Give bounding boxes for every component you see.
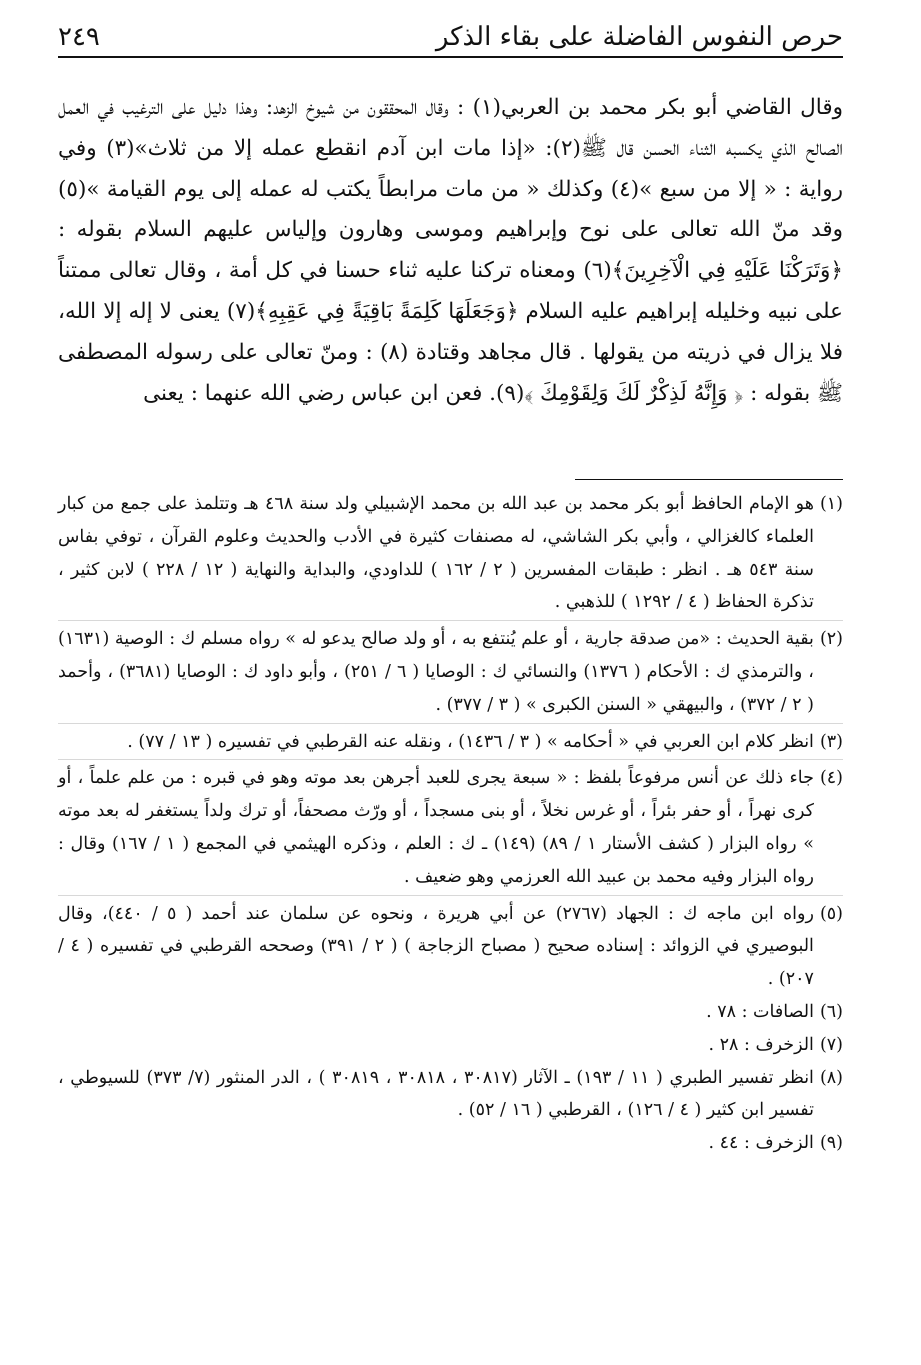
footnotes <box>58 488 843 1160</box>
footnote-number: (٦) <box>819 1001 843 1022</box>
footnote-divider <box>58 723 843 724</box>
footnote-text: جاء ذلك عن أنس مرفوعاً بلفظ : « سبعة يجرى للعبد أجرهن بعد موته وهو في قبره : من علم علماً ، أو كرى نهراً ، أو حفر بئراً ، أو غرس نخلاً ، أو بنى مسجداً ، أو ورّث مصحفاً، أو ترك ولداً يستغفر له بعد موته » رواه البزار ( كشف الأستار ١ / ٨٩) (١٤٩) ـ ك : العلم ، وذكره الهيثمي في المجمع ( ١ / ١٦٧) وقال : رواه البزار وفيه محمد بن عبيد الله العرزمي وهو ضعيف . <box>58 768 814 887</box>
footnote-text: رواه ابن ماجه ك : الجهاد (٢٧٦٧) عن أبي هريرة ، ونحوه عن سلمان عند أحمد ( ٥ / ٤٤٠)، وقال البوصيري في الزوائد : إسناده صحيح ( مصباح الزجاجة ) ( ٢ / ٣٩١) وصححه القرطبي في تفسيره ( ٤ / ٢٠٧) . <box>58 903 814 990</box>
footnote-5 <box>58 898 843 996</box>
footnote-number: (٧) <box>819 1034 843 1055</box>
footnote-4 <box>58 762 843 893</box>
body-paragraph: وقال القاضي أبو بكر محمد بن العربي(١) : وقال المحققون من شيوخ الزهد: وهذا دليل على الترغيب في العمل الصالح الذي يكسبه الثناء الحسن قال ﷺ(٢): «إذا مات ابن آدم انقطع عمله إلا من ثلاث»(٣) وفي رواية : « إلا من سبع »(٤) وكذلك « من مات مرابطاً يكتب له عمله إلى يوم القيامة »(٥) وقد منّ الله تعالى على نوح وإبراهيم وموسى وهارون وإلياس عليهم السلام بقوله : ﴿وَتَرَكْنَا عَلَيْهِ فِي الْآخِرِينَ﴾(٦) ومعناه تركنا عليه ثناء حسنا في كل أمة ، وقال تعالى ممتناً على نبيه وخليله إبراهيم عليه السلام ﴿وَجَعَلَهَا كَلِمَةً بَاقِيَةً فِي عَقِبِهِ﴾(٧) يعنى لا إله إلا الله، فلا يزال في ذريته من يقولها . قال مجاهد وقتادة (٨) : ومنّ تعالى على رسوله المصطفى ﷺ بقوله : ﴿ وَإِنَّهُ لَذِكْرٌ لَكَ وَلِقَوْمِكَ ﴾(٩). فعن ابن عباس رضي الله عنهما : يعنى <box>58 95 844 406</box>
footnote-8 <box>58 1062 843 1128</box>
footnote-9 <box>58 1127 843 1160</box>
footnote-number: (٩) <box>819 1133 843 1154</box>
main-text <box>58 88 843 414</box>
footnote-6 <box>58 996 843 1029</box>
footnote-number: (٤) <box>819 768 843 789</box>
footnote-number: (٨) <box>819 1067 843 1088</box>
footnote-text: الزخرف : ٤٤ . <box>708 1133 814 1154</box>
running-title: حرص النفوس الفاضلة على بقاء الذكر <box>435 22 843 52</box>
footnote-number: (٢) <box>819 629 843 650</box>
footnote-1 <box>58 488 843 619</box>
footnote-2 <box>58 623 843 721</box>
footnote-divider <box>58 759 843 760</box>
page-header <box>58 10 843 58</box>
footnote-number: (٥) <box>819 903 843 924</box>
footnote-text: انظر تفسير الطبري ( ١١ / ١٩٣) ـ الآثار (٣٠٨١٧ ، ٣٠٨١٨ ، ٣٠٨١٩ ) ، الدر المنثور (٧/ ٣٧٣) للسيوطي ، تفسير ابن كثير ( ٤ / ١٢٦) ، القرطبي ( ١٦ / ٥٢) . <box>58 1067 814 1121</box>
footnote-text: انظر كلام ابن العربي في « أحكامه » ( ٣ / ١٤٣٦) ، ونقله عنه القرطبي في تفسيره ( ١٣ / ٧٧) . <box>127 731 814 752</box>
footnote-number: (١) <box>819 494 843 514</box>
footnote-divider <box>58 895 843 896</box>
footnote-text: الصافات : ٧٨ . <box>706 1001 814 1022</box>
footnote-text: الزخرف : ٢٨ . <box>708 1034 814 1055</box>
footnote-text: بقية الحديث : «من صدقة جارية ، أو علم يُنتفع به ، أو ولد صالح يدعو له » رواه مسلم ك : الوصية (١٦٣١) ، والترمذي ك : الأحكام ( ١٣٧٦) والنسائي ك : الوصايا ( ٦ / ٢٥١) ، وأبو داود ك : الوصايا (٣٦٨١) ، وأحمد ( ٢ / ٣٧٢) ، والبيهقي « السنن الكبرى » ( ٣ / ٣٧٧) . <box>58 629 814 715</box>
footnote-text: هو الإمام الحافظ أبو بكر محمد بن عبد الله بن محمد الإشبيلي ولد سنة ٤٦٨ هـ وتتلمذ على جمع من كبار العلماء كالغزالي ، وأبي بكر الشاشي، له مصنفات كثيرة في الأدب والحديث وعلوم القرآن ، توفي بفاس سنة ٥٤٣ هـ . انظر : طبقات المفسرين ( ٢ / ١٦٢ ) للداودي، والبداية والنهاية ( ١٢ / ٢٢٨ ) لابن كثير ، تذكرة الحفاظ ( ٤ / ١٢٩٢ ) للذهبي . <box>58 494 814 613</box>
footnote-number: (٣) <box>819 731 843 752</box>
footnote-separator <box>575 479 843 480</box>
footnote-divider <box>58 620 843 621</box>
page-number: ٢٤٩ <box>58 22 100 52</box>
footnote-7 <box>58 1029 843 1062</box>
footnote-3 <box>58 726 843 759</box>
